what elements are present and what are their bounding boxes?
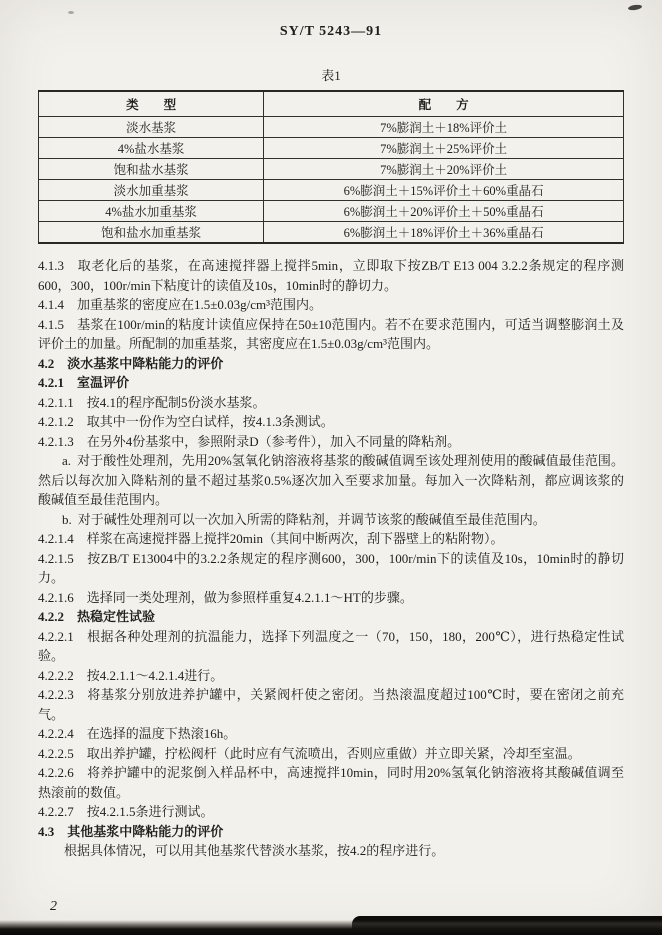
clause-text: 按4.1的程序配制5份淡水基浆。 (86, 394, 266, 410)
section-heading-4-2 (38, 354, 624, 374)
cell-type: 4%盐水加重基浆 (39, 201, 264, 222)
clause-text: 淡水基浆中降粘能力的评价 (67, 355, 224, 371)
cell-formula: 6%膨润土＋15%评价土＋60%重晶石 (264, 180, 624, 201)
clause-number: a. (62, 453, 72, 468)
table-row (39, 222, 624, 244)
table-row (39, 159, 624, 180)
scan-artifact-bottom (0, 920, 662, 935)
cell-type: 饱和盐水加重基浆 (39, 222, 264, 244)
clause-text: 在另外4份基浆中，参照附录D（参考件），加入不同量的降粘剂。 (86, 433, 461, 449)
clause-number: 4.2.2.6 (38, 765, 74, 780)
clause-number: 4.2.2 (38, 609, 64, 624)
cell-type: 淡水基浆 (39, 117, 264, 138)
clause-text: 室温评价 (77, 375, 130, 390)
clause-number: 4.2.2.3 (38, 687, 74, 702)
clause-text: 将基浆分别放进养护罐中，关紧阀杆使之密闭。当热滚温度超过100℃时，要在密闭之前充气。 (38, 687, 624, 722)
paragraph-4-2-1-6 (38, 588, 624, 608)
clause-text: 按4.2.1.1～4.2.1.4进行。 (86, 667, 224, 683)
clause-text: 热稳定性试验 (77, 609, 156, 624)
clause-number: 4.1.4 (38, 297, 64, 312)
paragraph-4-1-5 (38, 315, 624, 354)
cell-type: 淡水加重基浆 (39, 180, 264, 201)
clause-number: 4.2.1.4 (38, 531, 74, 546)
clause-number: 4.2.1.5 (38, 550, 74, 566)
paragraph-4-2-2-4 (38, 724, 624, 744)
section-heading-4-2-2 (38, 607, 624, 627)
clause-text: 基浆在100r/min的粘度计读值应保持在50±10范围内。若不在要求范围内，可适当调整膨润土及评价土的加量。所配制的加重基浆，其密度应在1.5±0.03g/cm³范围内。 (38, 316, 624, 351)
clause-number: 4.2 (38, 355, 55, 371)
page-number: 2 (50, 899, 57, 914)
column-header-type: 类 型 (39, 91, 264, 117)
cell-formula: 7%膨润土＋18%评价土 (264, 117, 624, 138)
subitem-a (38, 451, 624, 510)
paragraph-closing (38, 841, 624, 861)
clause-number: 4.2.2.1 (38, 628, 74, 644)
clause-text: 在选择的温度下热滚16h。 (86, 726, 237, 741)
paragraph-4-2-1-2 (38, 412, 624, 432)
paragraph-4-2-1-3 (38, 432, 624, 452)
clause-text: 其他基浆中降粘能力的评价 (67, 823, 224, 839)
paragraph-4-2-2-5 (38, 744, 624, 764)
cell-type: 饱和盐水基浆 (39, 159, 264, 180)
clause-text: 取老化后的基浆，在高速搅拌器上搅拌5min，立即取下按ZB/T E13 004 3.2.2条规定的程序测600，300，100r/min下粘度计的读值及10s，10min时的静切力。 (38, 258, 624, 293)
section-heading-4-2-1 (38, 373, 624, 393)
paragraph-4-2-2-1 (38, 627, 624, 666)
clause-text: 样浆在高速搅拌器上搅拌20min（其间中断两次，刮下器壁上的粘附物）。 (86, 531, 504, 546)
clause-number: 4.2.1.2 (38, 414, 74, 429)
cell-type: 4%盐水基浆 (39, 138, 264, 159)
clause-number: 4.2.1.1 (38, 394, 74, 410)
table-header-row (39, 91, 624, 117)
clause-text: 加重基浆的密度应在1.5±0.03g/cm³范围内。 (77, 297, 323, 312)
clause-text: 取其中一份作为空白试样，按4.1.3条测试。 (86, 414, 334, 429)
clause-number: 4.2.2.7 (38, 804, 74, 819)
cell-formula: 6%膨润土＋20%评价土＋50%重晶石 (264, 201, 624, 222)
column-header-formula: 配 方 (264, 91, 624, 117)
paragraph-4-1-3 (38, 256, 624, 295)
clause-text: 将养护罐中的泥浆倒入样品杯中，高速搅拌10min，同时用20%氢氧化钠溶液将其酸碱值调至热滚前的数值。 (38, 765, 624, 800)
formula-table (38, 90, 624, 244)
paragraph-4-2-2-2 (38, 666, 624, 686)
clause-text: 对于碱性处理剂可以一次加入所需的降粘剂，并调节该浆的酸碱值至最佳范围内。 (77, 511, 546, 527)
scan-artifact-top-left (68, 11, 74, 14)
clause-number: 4.1.5 (38, 316, 64, 332)
paragraph-4-2-2-3 (38, 685, 624, 724)
clause-number: 4.2.1.3 (38, 433, 74, 449)
clause-number: 4.3 (38, 823, 55, 839)
paragraph-4-2-1-4 (38, 529, 624, 549)
clause-text: 根据具体情况，可以用其他基浆代替淡水基浆，按4.2的程序进行。 (64, 843, 445, 858)
clause-number: 4.2.2.5 (38, 745, 74, 761)
clause-number: b. (62, 511, 72, 527)
clause-number: 4.2.1 (38, 375, 64, 390)
paragraph-4-2-1-5 (38, 549, 624, 588)
table-row (39, 117, 624, 138)
document-code: SY/T 5243—91 (279, 24, 383, 39)
clause-text: 按ZB/T E13004中的3.2.2条规定的程序测600，300，100r/min下的读值及10s，10min时的静切力。 (38, 550, 624, 585)
body-text (38, 256, 624, 861)
paragraph-4-2-1-1 (38, 393, 624, 413)
clause-number: 4.2.1.6 (38, 589, 74, 605)
cell-formula: 7%膨润土＋25%评价土 (264, 138, 624, 159)
clause-text: 取出养护罐，拧松阀杆（此时应有气流喷出，否则应重做）并立即关紧，冷却至室温。 (86, 745, 581, 761)
section-heading-4-3 (38, 822, 624, 842)
table-row (39, 201, 624, 222)
paragraph-4-2-2-7 (38, 802, 624, 822)
cell-formula: 6%膨润土＋18%评价土＋36%重晶石 (264, 222, 624, 244)
clause-text: 对于酸性处理剂，先用20%氢氧化钠溶液将基浆的酸碱值调至该处理剂使用的酸碱值最佳范围。然后以每次加入降粘剂的量不超过基浆0.5%逐次加入至要求加量。每加入一次降粘剂，都应调该浆的酸碱值至最佳范围内。 (38, 453, 624, 507)
paragraph-4-2-2-6 (38, 763, 624, 802)
table-row (39, 138, 624, 159)
clause-number: 4.2.2.4 (38, 726, 74, 741)
subitem-b (38, 510, 624, 530)
clause-text: 按4.2.1.5条进行测试。 (86, 804, 214, 819)
cell-formula: 7%膨润土＋20%评价土 (264, 159, 624, 180)
clause-text: 选择同一类处理剂，做为参照样重复4.2.1.1～HT的步骤。 (86, 589, 413, 605)
clause-number: 4.2.2.2 (38, 667, 74, 683)
table-caption: 表1 (321, 68, 341, 83)
table-row (39, 180, 624, 201)
paragraph-4-1-4 (38, 295, 624, 315)
clause-number: 4.1.3 (38, 258, 64, 273)
clause-text: 根据各种处理剂的抗温能力，选择下列温度之一（70，150，180，200℃），进行热稳定性试验。 (38, 628, 624, 663)
